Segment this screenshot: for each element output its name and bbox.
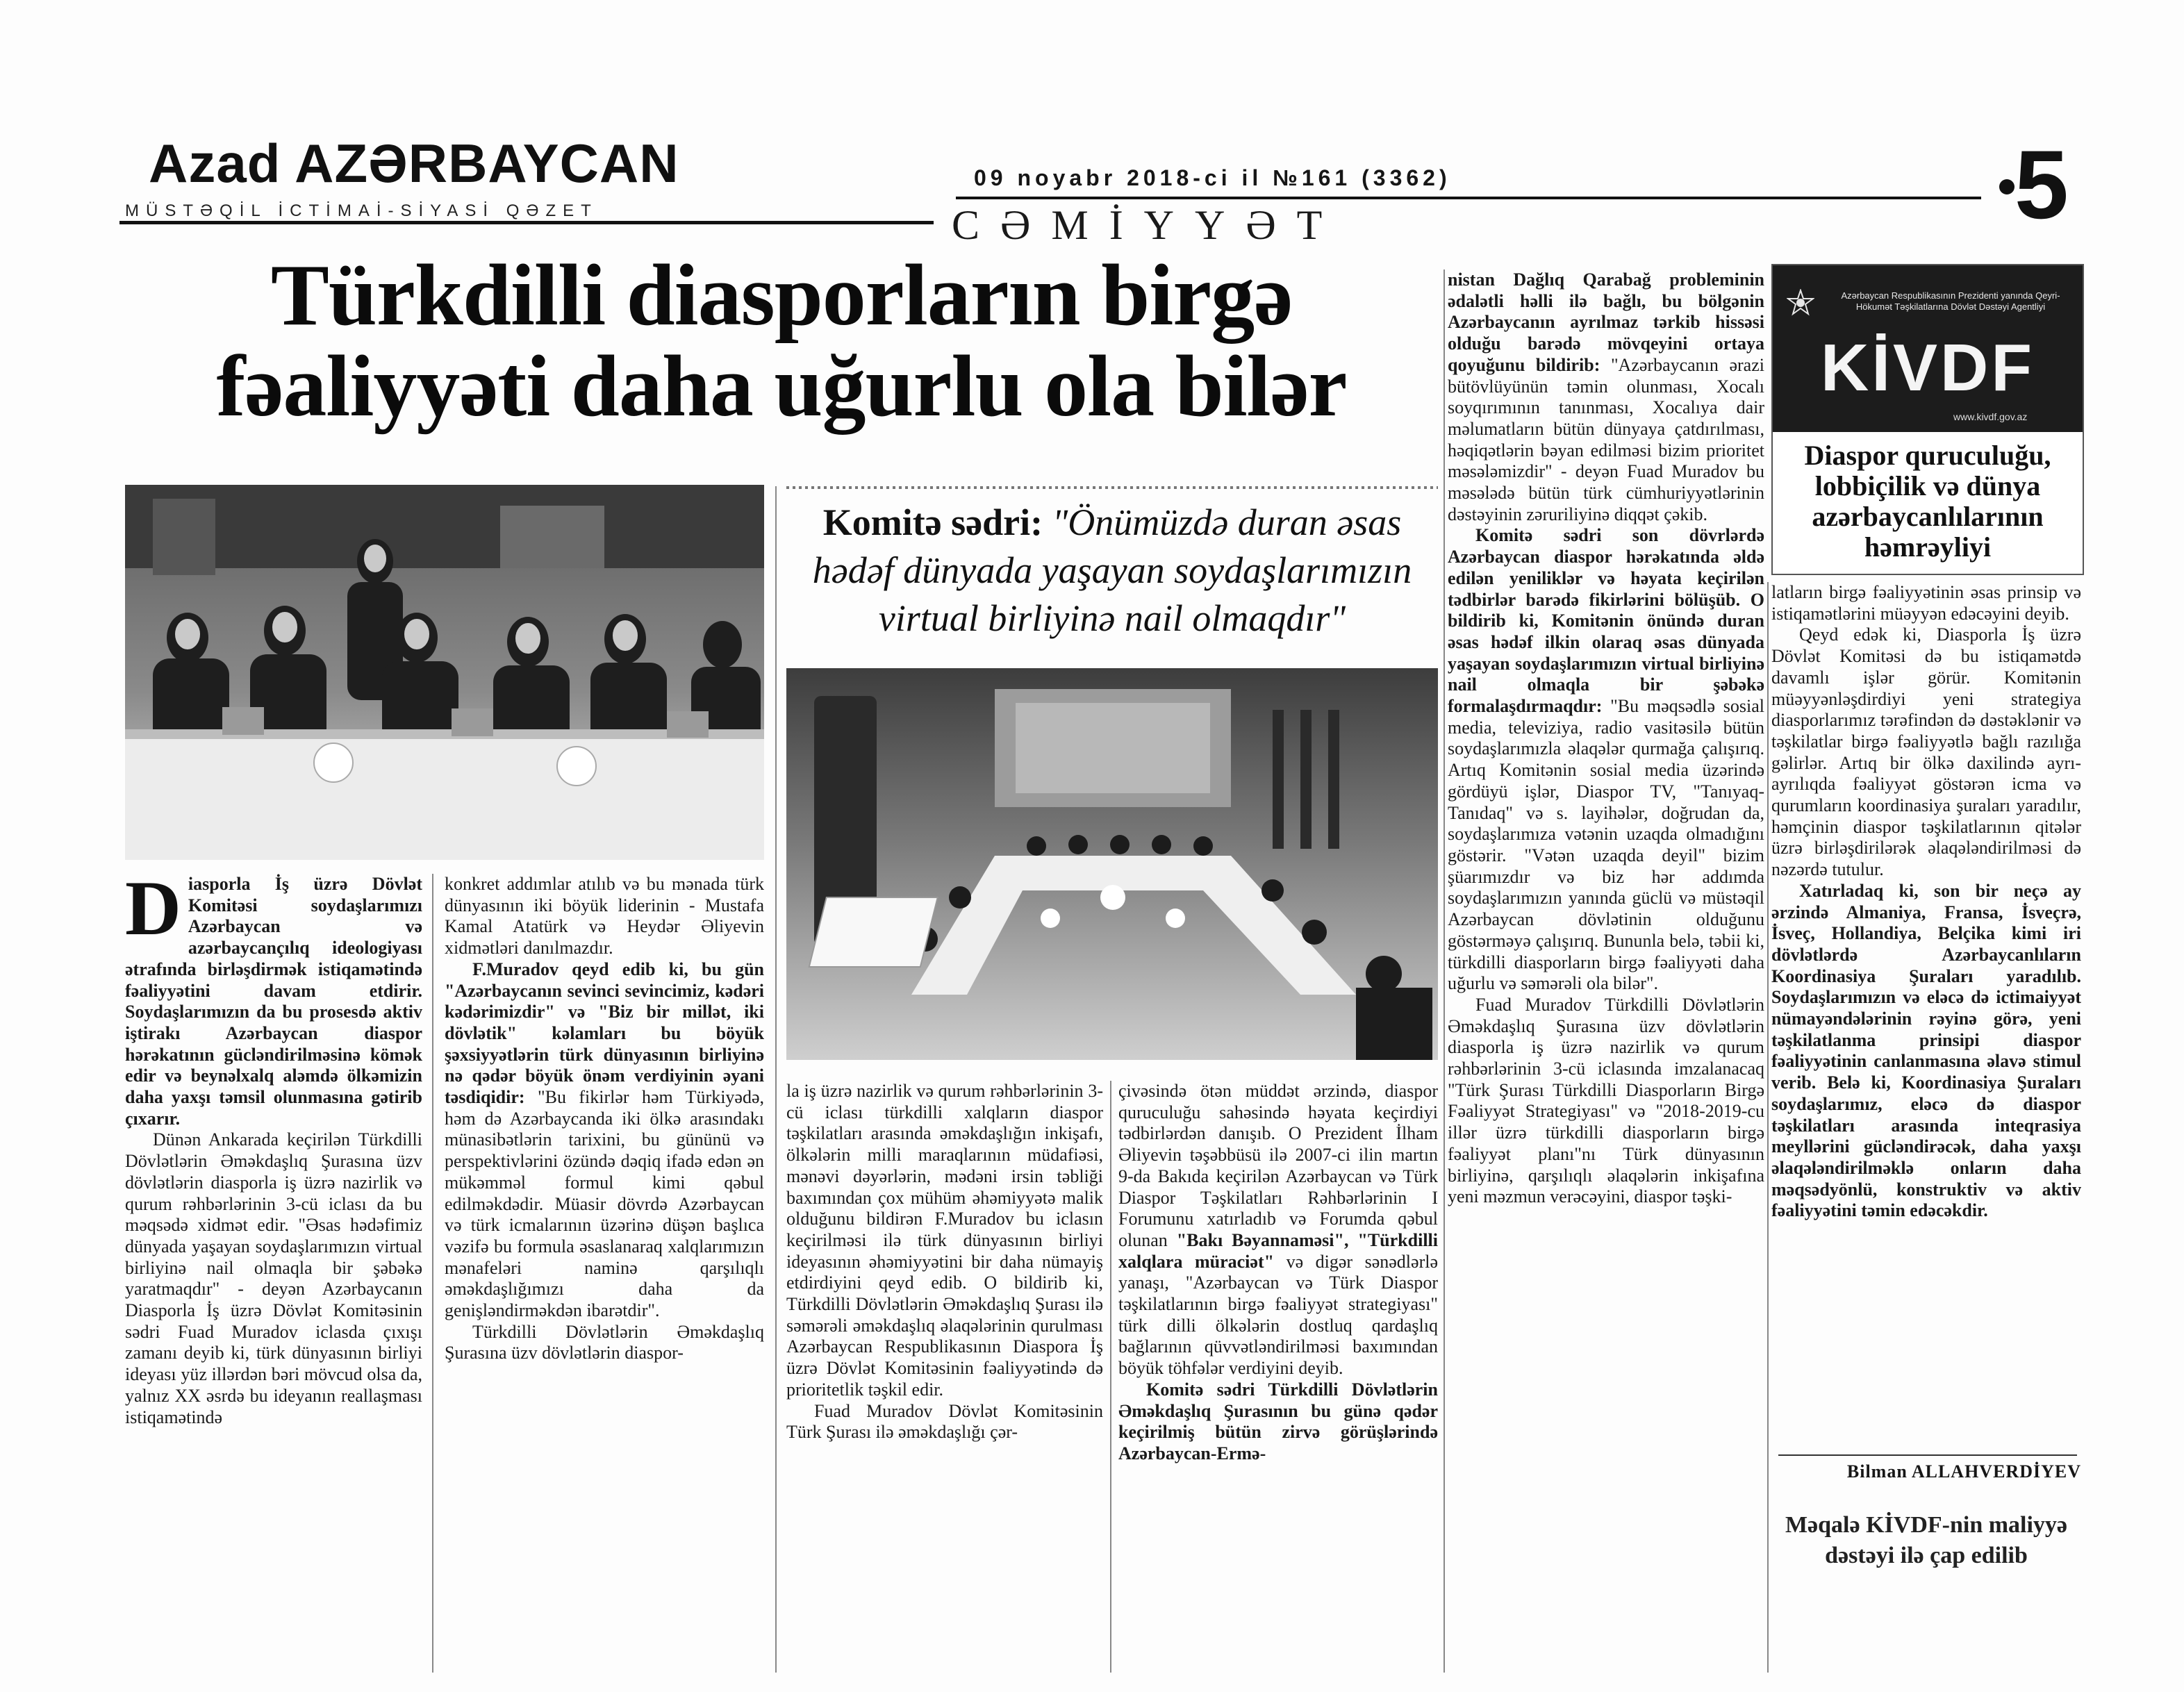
article-paragraph: konkret addımlar atılıb və bu mənada türk dünyasının iki böyük liderinin - Mustafa Kamal Atatürk və Heydər Əliyevin xidmətləri danılmazdır.	[445, 874, 764, 959]
paragraph-bold-text: Komitə sədri son dövrlərdə Azərbaycan diaspor hərəkatında əldə edilən yeniliklər və həyata keçirilən tədbirlər barədə fikirlərini bölüşüb. O bildirib ki, Komitənin önündə duran əsas hədəf ilkin olaraq əsas dünyada yaşayan soydaşlarımızın virtual birliyinə nail olmaqla bir şəbəkə formalaşdırmaqdır:	[1448, 525, 1764, 717]
quote-text: "Bu fikirlər həm Türkiyədə, həm də Azərbaycanda iki ölkə arasındakı münasibətlərin tarixini, bu gününü və perspektivlərini özündə dəqiq ifadə edən ən mükəmməl formul kimi qəbul edilməkdədir. Müasir dövrdə Azərbaycan və türk icmalarının üzərinə düşən başlıca vəzifə bu formula əsaslanaraq xalqlarımızın mənafeləri naminə qarşılıqlı əməkdaşlığımızı daha da genişləndirməkdən ibarətdir".	[445, 1087, 764, 1321]
paragraph-bold-text: nistan Dağlıq Qarabağ probleminin ədalətli həlli ilə bağlı, bu bölgənin Azərbaycanın ayrılmaz tərkib hissəsi olduğu barədə mövqeyini ortaya qoyuğunu bildirib:	[1448, 269, 1764, 375]
byline-rule	[1778, 1454, 2077, 1456]
column-divider	[775, 486, 777, 1673]
paragraph-text: "Bu məqsədlə sosial media, televiziya, radio vasitəsilə bütün soydaşlarımızla əlaqələr qurmağa çalışırıq. Artıq Komitənin sosial media üzərində gördüyü işlər, Diaspor TV, "Tanıyaq-Tanıdaq" və s. layihələr, doğrudan da, soydaşlarımıza vətənin uzaqda olmadığını göstərir. "Vətən uzaqda deyil" bizim şüarımızdır və biz hər addımda soydaşlarımızın yanında güclü və müstəqil Azərbaycan dövlətinin olduğunu göstərməyə çalışırıq. Bununla belə, təbii ki, türkdilli diasporların birgə fəaliyyəti daha uğurlu və səmərəli ola bilər".	[1448, 696, 1764, 994]
quote-lead-text: F.Muradov qeyd edib ki, bu gün	[472, 959, 764, 979]
newspaper-subtitle: MÜSTƏQİL İCTİMAİ-SİYASİ QƏZET	[125, 201, 598, 220]
article-paragraph: Xatırladaq ki, son bir neçə ay ərzində Almaniya, Fransa, İsveçrə, İsveç, Hollandiya, Belçika kimi iri dövlətlərdə Azərbaycanlıların Koordinasiya Şuraları yaradılıb. Soydaşlarımızın və eləcə də ictimaiyyət nümayəndələrinin rəyinə görə, yeni təşkilatlanma prinsipi diaspor fəaliyyətinin canlanmasına əlavə stimul verib. Belə ki, Koordinasiya Şuraları soydaşlarımız, eləcə də diaspor təşkilatları arasında inteqrasiya meyllərini gücləndirəcək, daha yaxşı əlaqələndirilməklə onların daha məqsədyönlü, konstruktiv və aktiv fəaliyyətini təmin edəcəkdir.	[1771, 880, 2081, 1221]
article-column-5	[1448, 269, 1764, 1208]
column-divider	[1110, 1081, 1111, 1673]
issue-rule	[956, 197, 1981, 199]
drop-cap: D	[125, 865, 181, 952]
kivdf-logo: KİVDF	[1821, 331, 2035, 405]
conference-photo-left	[125, 485, 764, 860]
article-paragraph	[445, 959, 764, 1322]
kivdf-box	[1771, 264, 2084, 575]
paragraph-text: və digər sənədlərlə yanaşı, "Azərbaycan və Türk Diaspor təşkilatlarının birgə fəaliyyət strategiyası" türk dilli ölkələrin dostluq qardaşlıq bağlarının qüvvətləndirilməsi baxımından böyük töhfələr verdiyini deyib.	[1118, 1251, 1438, 1379]
page-number: 5	[2015, 130, 2069, 239]
conference-photo-left-image	[125, 485, 764, 860]
byline: Bilman ALLAHVERDİYEV	[1846, 1461, 2081, 1482]
article-paragraph	[1448, 269, 1764, 525]
subheadline	[786, 499, 1438, 642]
paragraph-text: çivəsində ötən müddət ərzində, diaspor quruculuğu sahəsində həyata keçirdiyi tədbirlərdən danışıb. O Prezident İlham Əliyevin təşəbbüsü ilə 2007-ci ilin martın 9-da Bakıda keçirilən Azərbaycan və Türk Diaspor Təşkilatları Rəhbərlərinin I Forumunu xatırladıb və Forumda qəbul olunan	[1118, 1081, 1438, 1250]
paragraph-text: "Azərbaycanın ərazi bütövlüyünün təmin olunması, Xocalı soyqırımının tanınması, Xocalıya dair məlumatların bütün dünyaya çatdırılması, həqiqətlərin bəyan edilməsi bizim prioritet məsələmizdir" - deyən Fuad Muradov bu məsələdə bütün türk cümhuriyyətlərinin dəstəyinin zəruriliyinə diqqət çəkib.	[1448, 354, 1764, 524]
article-paragraph: Qeyd edək ki, Diasporla İş üzrə Dövlət Komitəsi də bu istiqamətdə davamlı işlər görür. Komitənin müəyyənləşdirdiyi yeni strategiya diasporlarımız tərəfindən də dəstəklənir və təşkilatlar birgə fəaliyyətlə bağlı razılığa gəlirlər. Artıq bir ölkə daxilində ayrı-ayrılıqda fəaliyyət göstərən icma və qurumların koordinasiya şuraları yaradılır, həmçinin diaspor təşkilatlarının qitələr üzrə birləşdirilərək əlaqələndirilməsi də nəzərdə tutulur.	[1771, 624, 2081, 880]
article-paragraph: Fuad Muradov Dövlət Komitəsinin Türk Şurası ilə əməkdaşlığı çər-	[786, 1400, 1103, 1443]
article-paragraph: Dünən Ankarada keçirilən Türkdilli Dövlətlərin Əməkdaşlıq Şurasına üzv dövlətlərin diasporla iş üzrə nazirlik və qurum rəhbərlərinin 3-cü iclası da bu məqsədə xidmət edir. "Əsas hədəfimiz dünyada yaşayan soydaşlarımızın virtual birliyinə nail olmaqla bir şəbəkə yaratmaqdır" - deyən Azərbaycanın Diasporla İş üzrə Dövlət Komitəsinin sədri Fuad Muradov iclasda çıxışı zamanı deyib ki, türk dünyasının birliyi ideyası yüz illərdən bəri mövcud olsa da, yalnız XX əsrdə bu ideyanın reallaşması istiqamətində	[125, 1129, 422, 1427]
article-column-2	[445, 874, 764, 1364]
subhead-quote: "Önümüzdə duran əsas hədəf dünyada yaşayan soydaşlarımızın virtual birliyinə nail olmaqdır"	[812, 501, 1412, 640]
article-paragraph: Türkdilli Dövlətlərin Əməkdaşlıq Şurasına üzv dövlətlərin diaspor-	[445, 1321, 764, 1363]
article-column-1	[125, 865, 422, 1428]
quote-bold-text: "Azərbaycanın sevinci sevincimiz, kədəri kədərimizdir" və "Biz bir millət, iki dövlətik" kəlamları bu böyük şəxsiyyətlərin türk dünyasının birliyinə nə qədər böyük önəm verdiyinin əyani təsdiqidir:	[445, 980, 764, 1108]
newspaper-title: Azad AZƏRBAYCAN	[149, 133, 679, 194]
issue-date-number: 09 noyabr 2018-ci il №161 (3362)	[974, 165, 1451, 190]
kivdf-caption: Diaspor quruculuğu, lobbiçilik və dünya azərbaycanlılarının həmrəyliyi	[1804, 440, 2051, 563]
column-divider	[1443, 269, 1445, 1673]
article-paragraph	[1118, 1081, 1438, 1379]
masthead-rule	[119, 221, 934, 224]
sponsor-note: Məqalə KİVDF-nin maliyyə dəstəyi ilə çap edilib	[1785, 1512, 2068, 1568]
emblem-icon	[1787, 289, 1814, 317]
subhead-rule	[786, 486, 1438, 489]
conference-photo-right	[786, 668, 1438, 1060]
section-name: CƏMİYYƏT	[952, 202, 1343, 248]
article-paragraph	[1448, 525, 1764, 994]
main-headline: Türkdilli diasporların birgə fəaliyyəti daha uğurlu ola bilər	[216, 247, 1347, 436]
article-paragraph: Komitə sədri Türkdilli Dövlətlərin Əməkdaşlıq Şurasının bu günə qədər keçirilmiş bütün zirvə görüşlərində Azərbaycan-Ermə-	[1118, 1379, 1438, 1463]
article-column-4	[1118, 1081, 1438, 1465]
article-lead-paragraph: iasporla İş üzrə Dövlət Komitəsi soydaşlarımızı Azərbaycan və azərbaycançılıq ideologiyası ətrafında birləşdirmək istiqamətində fəaliyyətini davam etdirir. Soydaşlarımızın da bu prosesdə aktiv iştirakı Azərbaycan diaspor hərəkatının gücləndirilməsinə kömək edir və beynəlxalq aləmdə ölkəmizin daha yaxşı təmsil olunmasına gətirib çıxarır.	[125, 874, 422, 1129]
kivdf-banner	[1773, 265, 2083, 432]
article-column-3	[786, 1081, 1103, 1443]
document-names: "Bakı Bəyannaməsi", "Türkdilli xalqlara müraciət"	[1118, 1229, 1438, 1272]
kivdf-agency-text: Azərbaycan Respublikasının Prezidenti yanında Qeyri-Hökumət Təşkilatlarına Dövlət Dəstəyi Agentliyi	[1841, 290, 2060, 312]
column-divider	[432, 874, 433, 1673]
article-paragraph: latların birgə fəaliyyətinin əsas prinsip və istiqamətlərini müəyyən edəcəyini deyib.	[1771, 582, 2081, 624]
article-paragraph: la iş üzrə nazirlik və qurum rəhbərlərinin 3-cü iclası türkdilli xalqların diaspor təşkilatları arasında əməkdaşlığın inkişafı, ölkələrin milli maraqlarının müdafiəsi, mənəvi dəyərlərin, mədəni irsin təbliği baxımından çox mühüm əhəmiyyətə malik olduğunu bildirən F.Muradov bu iclasın keçirilməsi ilə türk dünyasının birliyi ideyasının əhəmiyyətini bir daha nümayiş etdirdiyini qeyd edib. O bildirib ki, Türkdilli Dövlətlərin Əməkdaşlıq Şurası ilə səmərəli əməkdaşlıq əlaqələrinin qurulması Azərbaycan Respublikasının Diaspora İş üzrə Dövlət Komitəsinin fəaliyyətində də prioritetlik təşkil edir.	[786, 1081, 1103, 1400]
column-divider	[1767, 582, 1769, 1673]
conference-photo-right-image	[786, 668, 1438, 1060]
article-column-6	[1771, 582, 2081, 1222]
kivdf-url: www.kivdf.gov.az	[1953, 411, 2028, 422]
page-bullet	[1999, 179, 2015, 194]
article-paragraph: Fuad Muradov Türkdilli Dövlətlərin Əməkdaşlıq Şurasına üzv dövlətlərin diasporla iş üzrə nazirlik və qurum rəhbərlərinin 3-cü iclasında imzalanacaq "Türk Şurası Türkdilli Diasporların Birgə Fəaliyyət Strategiyası" və "2018-2019-cu illər üzrə türkdilli diasporların birgə fəaliyyət planı"nı Türk dünyasının birliyinə, qarşılıqlı əlaqələrin inkişafına yeni məzmun verəcəyini, diaspor təşki-	[1448, 994, 1764, 1207]
subhead-lead: Komitə sədri:	[822, 501, 1052, 543]
